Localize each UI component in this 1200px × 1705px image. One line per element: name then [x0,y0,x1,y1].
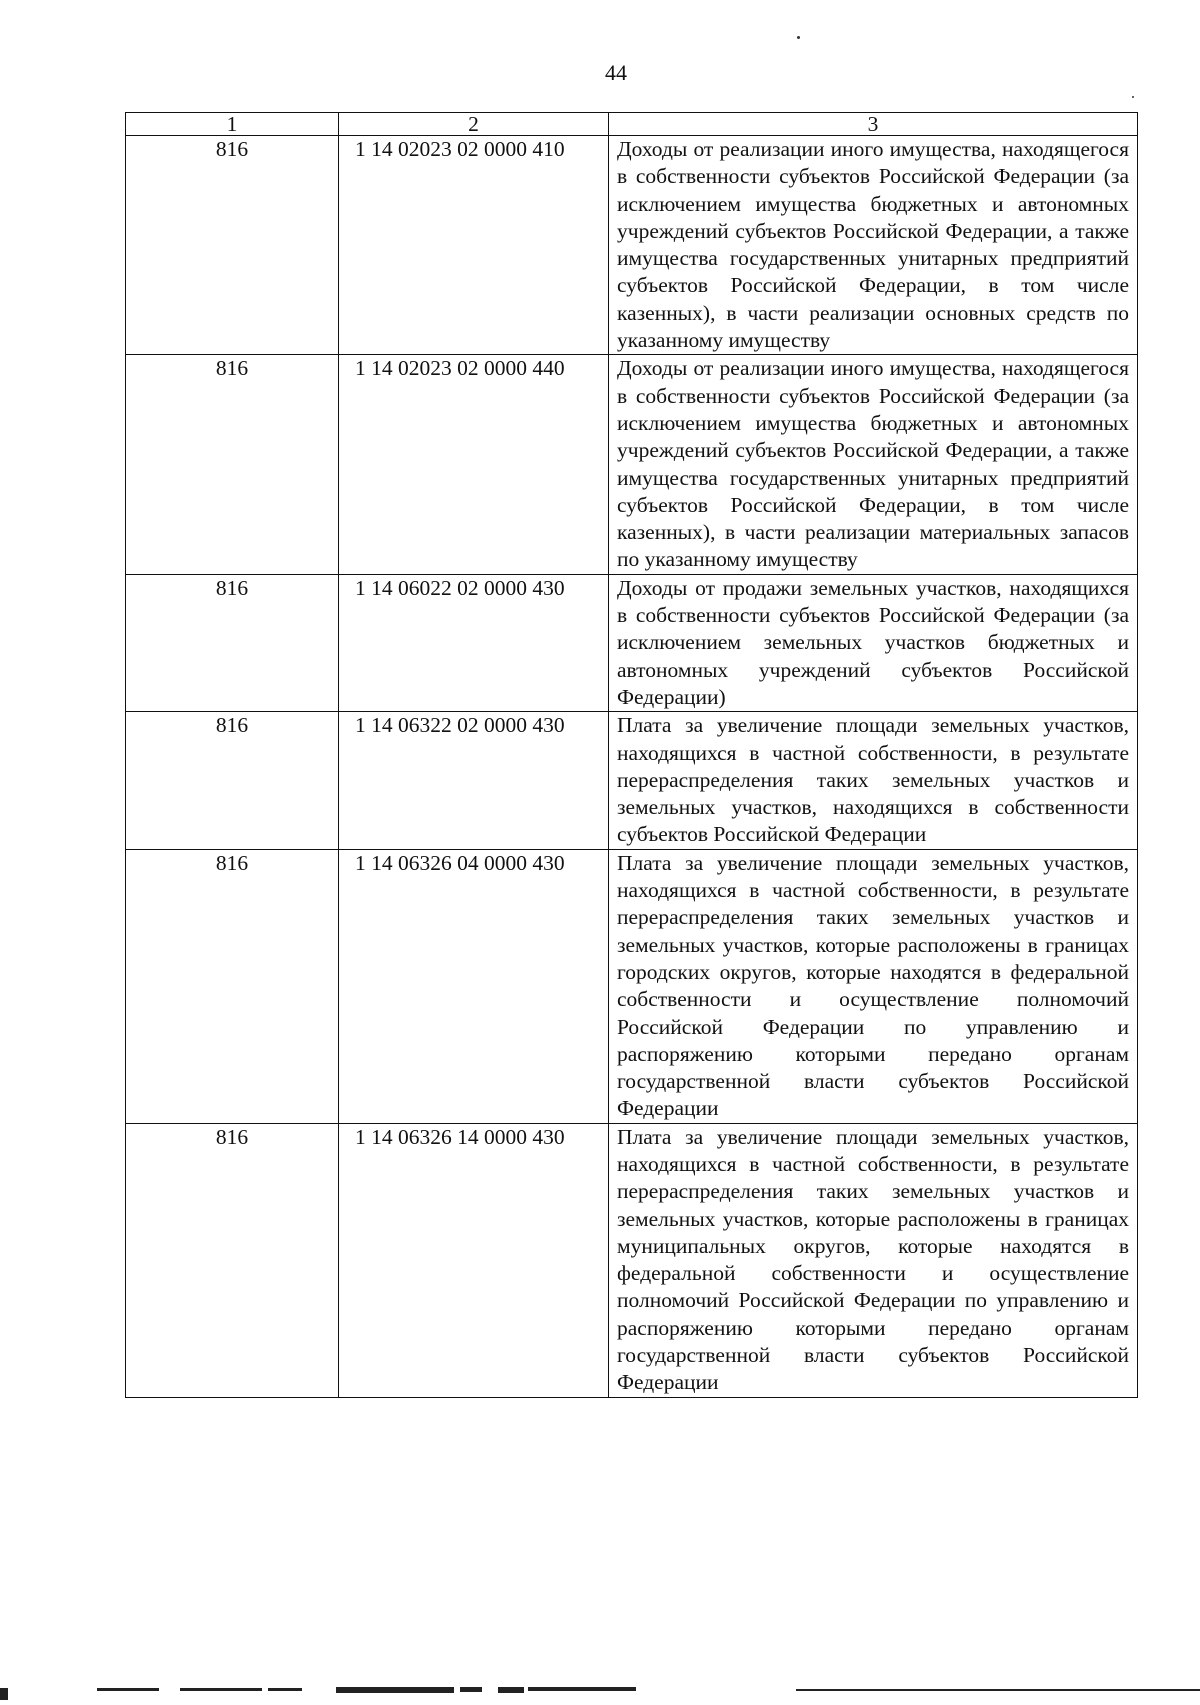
admin-code-cell: 816 [126,136,339,355]
scan-artifact [498,1687,524,1693]
description-cell: Плата за увеличение площади земельных участков, находящихся в частной собственности, в результате перераспределения таких земельных участков и земельных участков, которые расположены в границах городских округов, которые находятся в федеральной собственности и осуществление полномочий Российской Федерации по управлению и распоряжению которыми передано органам государственной власти субъектов Российской Федерации [609,849,1138,1123]
description-cell: Доходы от реализации иного имущества, находящегося в собственности субъектов Российской Федерации (за исключением имущества бюджетных и автономных учреждений субъектов Российской Федерации, а также имущества государственных унитарных предприятий субъектов Российской Федерации, в том числе казенных), в части реализации основных средств по указанному имуществу [609,136,1138,355]
table-row [126,849,1138,1123]
budget-code-cell: 1 14 06326 14 0000 430 [339,1123,609,1397]
scan-artifact [97,1688,159,1691]
description-cell: Доходы от реализации иного имущества, находящегося в собственности субъектов Российской Федерации (за исключением имущества бюджетных и автономных учреждений субъектов Российской Федерации, а также имущества государственных унитарных предприятий субъектов Российской Федерации, в том числе казенных), в части реализации материальных запасов по указанному имуществу [609,355,1138,574]
admin-code-cell: 816 [126,1123,339,1397]
table-row [126,355,1138,574]
description-cell: Доходы от продажи земельных участков, находящихся в собственности субъектов Российской Федерации (за исключением земельных участков бюджетных и автономных учреждений субъектов Российской Федерации) [609,574,1138,711]
scan-artifact [460,1687,482,1692]
revenue-codes-table [125,112,1138,1398]
budget-code-cell: 1 14 06022 02 0000 430 [339,574,609,711]
scan-edge-artifacts [0,1686,1200,1705]
budget-code-cell: 1 14 02023 02 0000 410 [339,136,609,355]
scan-artifact [268,1688,302,1691]
admin-code-cell: 816 [126,355,339,574]
column-header-3: 3 [609,113,1138,136]
scan-speck [797,36,800,39]
scan-artifact [0,1688,8,1700]
budget-code-cell: 1 14 02023 02 0000 440 [339,355,609,574]
column-header-1: 1 [126,113,339,136]
admin-code-cell: 816 [126,574,339,711]
budget-code-cell: 1 14 06322 02 0000 430 [339,712,609,849]
table-row [126,1123,1138,1397]
page-number: 44 [605,60,627,85]
table-header-row [126,113,1138,136]
scan-artifact [180,1688,262,1691]
table-row [126,712,1138,849]
column-header-2: 2 [339,113,609,136]
scan-artifact [796,1689,1200,1691]
admin-code-cell: 816 [126,849,339,1123]
table-row [126,136,1138,355]
admin-code-cell: 816 [126,712,339,849]
scan-artifact [528,1687,636,1691]
budget-code-cell: 1 14 06326 04 0000 430 [339,849,609,1123]
description-cell: Плата за увеличение площади земельных участков, находящихся в частной собственности, в результате перераспределения таких земельных участков и земельных участков, которые расположены в границах муниципальных округов, которые находятся в федеральной собственности и осуществление полномочий Российской Федерации по управлению и распоряжению которыми передано органам государственной власти субъектов Российской Федерации [609,1123,1138,1397]
scan-speck [1132,96,1134,98]
table-row [126,574,1138,711]
description-cell: Плата за увеличение площади земельных участков, находящихся в частной собственности, в результате перераспределения таких земельных участков и земельных участков, находящихся в собственности субъектов Российской Федерации [609,712,1138,849]
scan-artifact [336,1687,454,1693]
